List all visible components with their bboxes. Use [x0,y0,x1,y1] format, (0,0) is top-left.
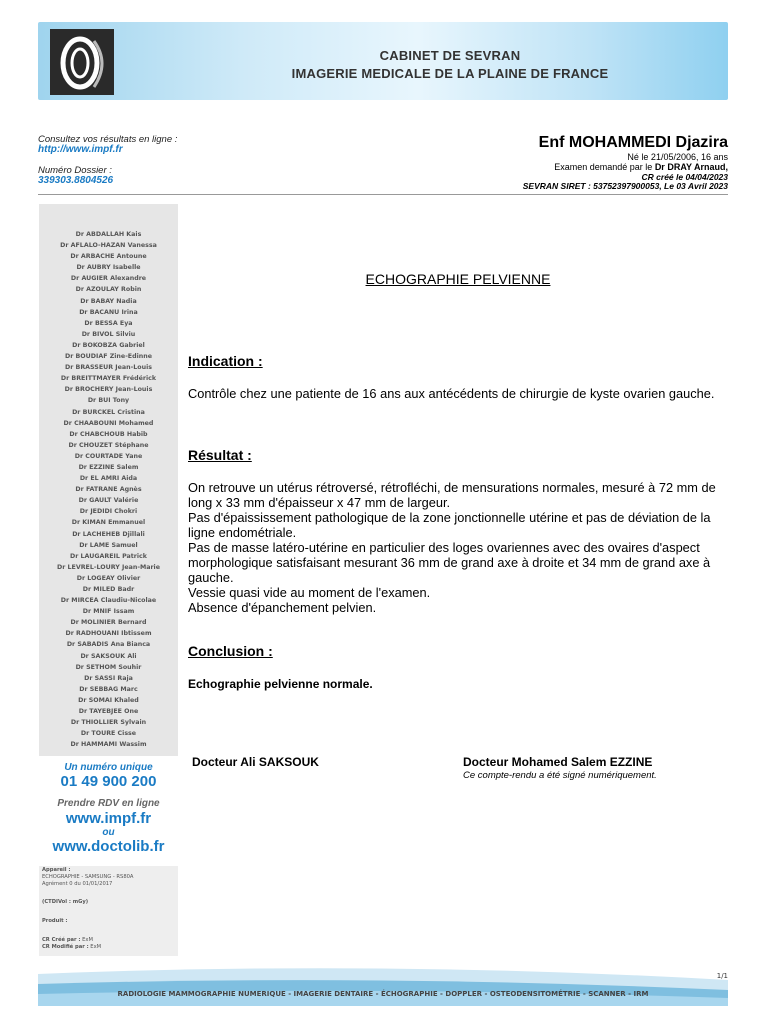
doctor-list-item: Dr AZOULAY Robin [75,286,142,294]
doctor-list-item: Dr COURTADE Yane [74,452,143,460]
doctor-list-item: Dr BROCHERY Jean-Louis [64,386,153,394]
doctor-list-item: Dr LAUGAREIL Patrick [70,552,147,560]
doctor-list-item: Dr MIRCEA Claudiu-Nicolae [60,597,157,605]
appareil-value: ECHOGRAPHIE - SAMSUNG - RS80A [42,874,134,880]
result-heading: Résultat : [188,447,252,463]
cr-modifie-label: CR Modifié par : [42,944,89,950]
cr-modifie [42,944,101,950]
patient-birth: Né le 21/05/2006, 16 ans [627,152,728,162]
doctolib-website[interactable]: www.doctolib.fr [52,838,165,855]
doctor-list-item: Dr ABDALLAH Kais [75,231,142,238]
footer-wave [38,966,728,1006]
cr-created: CR créé le 04/04/2023 [641,172,728,182]
result-text [188,480,728,615]
doctor-list-item: Dr BURCKEL Cristina [72,408,145,416]
result-line: Pas d'épaississement pathologique de la zone jonctionnelle utérine et pas de déviation de la ligne endométriale. [188,510,711,540]
signature-doctor-1: Docteur Ali SAKSOUK [192,755,319,769]
cr-cree [42,937,93,943]
result-line: Vessie quasi vide au moment de l'examen. [188,585,431,600]
page-number: 1/1 [716,972,728,980]
cr-cree-label: CR Créé par : [42,937,81,943]
doctor-list-item: Dr MOLINIER Bernard [70,619,147,627]
cabinet-logo [50,29,114,95]
doctor-list-item: Dr FATRANE Agnès [75,486,142,494]
header-divider [38,194,728,195]
doctor-list-item: Dr TAYEBJEE One [78,708,139,716]
cabinet-name: CABINET DE SEVRAN [379,48,521,63]
doctor-list-item: Dr MNIF Issam [82,608,135,616]
doctor-list-item: Dr AUGIER Alexandre [70,275,147,283]
result-line: On retrouve un utérus rétroversé, rétrofléchi, de mensurations normales, mesuré à 72 mm de long x 33 mm d'épaisseur x 47 mm de largeur. [188,480,716,510]
doctor-list-item: Dr BACANU Irina [79,308,138,316]
services-footer: RADIOLOGIE MAMMOGRAPHIE NUMERIQUE - IMAGERIE DENTAIRE - ÉCHOGRAPHIE - DOPPLER - OSTEODENSITOMÉTRIE - SCANNER - IRM [117,990,649,998]
doctor-list-item: Dr SOMAI Khaled [78,696,139,704]
indication-text: Contrôle chez une patiente de 16 ans aux antécédents de chirurgie de kyste ovarien gauche. [188,386,715,401]
doctor-list-item: Dr SAKSOUK Ali [80,652,137,660]
requested-by [554,162,728,172]
rdv-label: Prendre RDV en ligne [57,798,160,809]
doctor-list-item: Dr BUI Tony [87,397,130,405]
cr-modifie-value: ExM [88,944,102,950]
impf-website[interactable]: www.impf.fr [65,810,152,827]
ctdi: (CTDIVol : mGy) [42,899,89,905]
doctor-list-item: Dr LEVREL-LOURY Jean-Marie [56,563,160,571]
doctor-list-item: Dr SABADIS Ana Bianca [66,641,151,649]
doctor-list-item: Dr AUBRY Isabelle [76,264,141,272]
doctor-list-item: Dr LACHEHEB Djillali [72,530,145,538]
doctor-list-item: Dr BREITTMAYER Frédérick [60,375,157,383]
doctor-list-item: Dr CHABCHOUB Habib [69,430,148,438]
doctor-list-item: Dr EL AMRI Aida [79,475,138,483]
doctor-list-item: Dr SETHOM Souhir [75,663,142,671]
cabinet-subtitle: IMAGERIE MEDICALE DE LA PLAINE DE FRANCE [291,66,609,81]
signature-doctor-2: Docteur Mohamed Salem EZZINE [463,755,653,769]
doctor-list-item: Dr BESSA Eya [84,319,133,327]
dossier-number: 339303.8804526 [38,175,114,186]
doctor-list-item: Dr LAME Samuel [79,541,138,549]
doctor-list-item: Dr BOKOBZA Gabriel [72,341,145,349]
dossier-label: Numéro Dossier : [38,165,112,176]
doctor-list-item: Dr BRASSEUR Jean-Louis [65,364,152,372]
doctor-list-item: Dr JEDIDI Chokri [79,508,138,516]
indication-heading: Indication : [188,353,263,369]
unique-number-label: Un numéro unique [64,762,153,773]
doctor-list-item: Dr TOURE Cisse [80,730,137,738]
agrement: Agrément 0 du 01/01/2017 [42,881,113,887]
conclusion-text: Echographie pelvienne normale. [188,677,373,691]
digital-signature-note: Ce compte-rendu a été signé numériquement. [463,770,657,781]
result-line: Pas de masse latéro-utérine en particulier des loges ovariennes avec des ovaires d'aspect morphologique satisfaisant mesurant 36 mm de grand axe à droite et 34 mm de grand axe à gauche. [188,540,711,585]
result-line: Absence d'épanchement pelvien. [188,600,377,615]
doctor-list-item: Dr MILED Badr [82,586,135,593]
doctor-list-item: Dr SEBBAG Marc [79,685,138,693]
siret-line: SEVRAN SIRET : 53752397900053, Le 03 Avril 2023 [522,181,728,191]
doctor-list-item: Dr THIOLLIER Sylvain [70,719,147,727]
phone-number[interactable]: 01 49 900 200 [60,773,157,790]
cr-cree-value: ExM [80,937,93,943]
or-text: ou [102,827,115,838]
doctor-list-item: Dr CHOUZET Stéphane [68,441,149,449]
produit-label: Produit : [42,918,68,924]
doctor-list-item: Dr HAMMAMI Wassim [70,741,147,749]
doctor-list-item: Dr BIVOL Silviu [81,330,136,338]
doctor-list-item: Dr LOGEAY Olivier [76,574,141,582]
doctor-list-item: Dr KIMAN Emmanuel [71,519,146,527]
doctor-list-item: Dr BABAY Nadia [80,297,137,305]
requesting-doctor: Dr DRAY Arnaud, [654,162,728,172]
doctor-list-item: Dr GAULT Valérie [78,497,139,505]
doctor-list-item: Dr ARBACHE Antoune [70,253,147,261]
online-results-link[interactable]: http://www.impf.fr [38,144,123,155]
doctor-list-item: Dr BOUDIAF Zine-Edinne [64,353,153,361]
patient-name: Enf MOHAMMEDI Djazira [538,134,728,151]
report-title: ECHOGRAPHIE PELVIENNE [365,271,551,287]
doctor-list-item: Dr RADHOUANI Ibtissem [65,630,152,638]
conclusion-heading: Conclusion : [188,643,273,659]
doctor-list-item: Dr CHAABOUNI Mohamed [63,419,154,427]
doctor-list-item: Dr EZZINE Salem [78,463,139,471]
doctors-list [39,229,178,750]
online-results-label: Consultez vos résultats en ligne : [38,134,178,145]
doctor-list-item: Dr SASSI Raja [84,674,133,682]
appareil-label: Appareil : [42,867,71,873]
doctor-list-item: Dr AFLALO-HAZAN Vanessa [60,242,157,250]
requested-prefix: Examen demandé par le [554,162,655,172]
